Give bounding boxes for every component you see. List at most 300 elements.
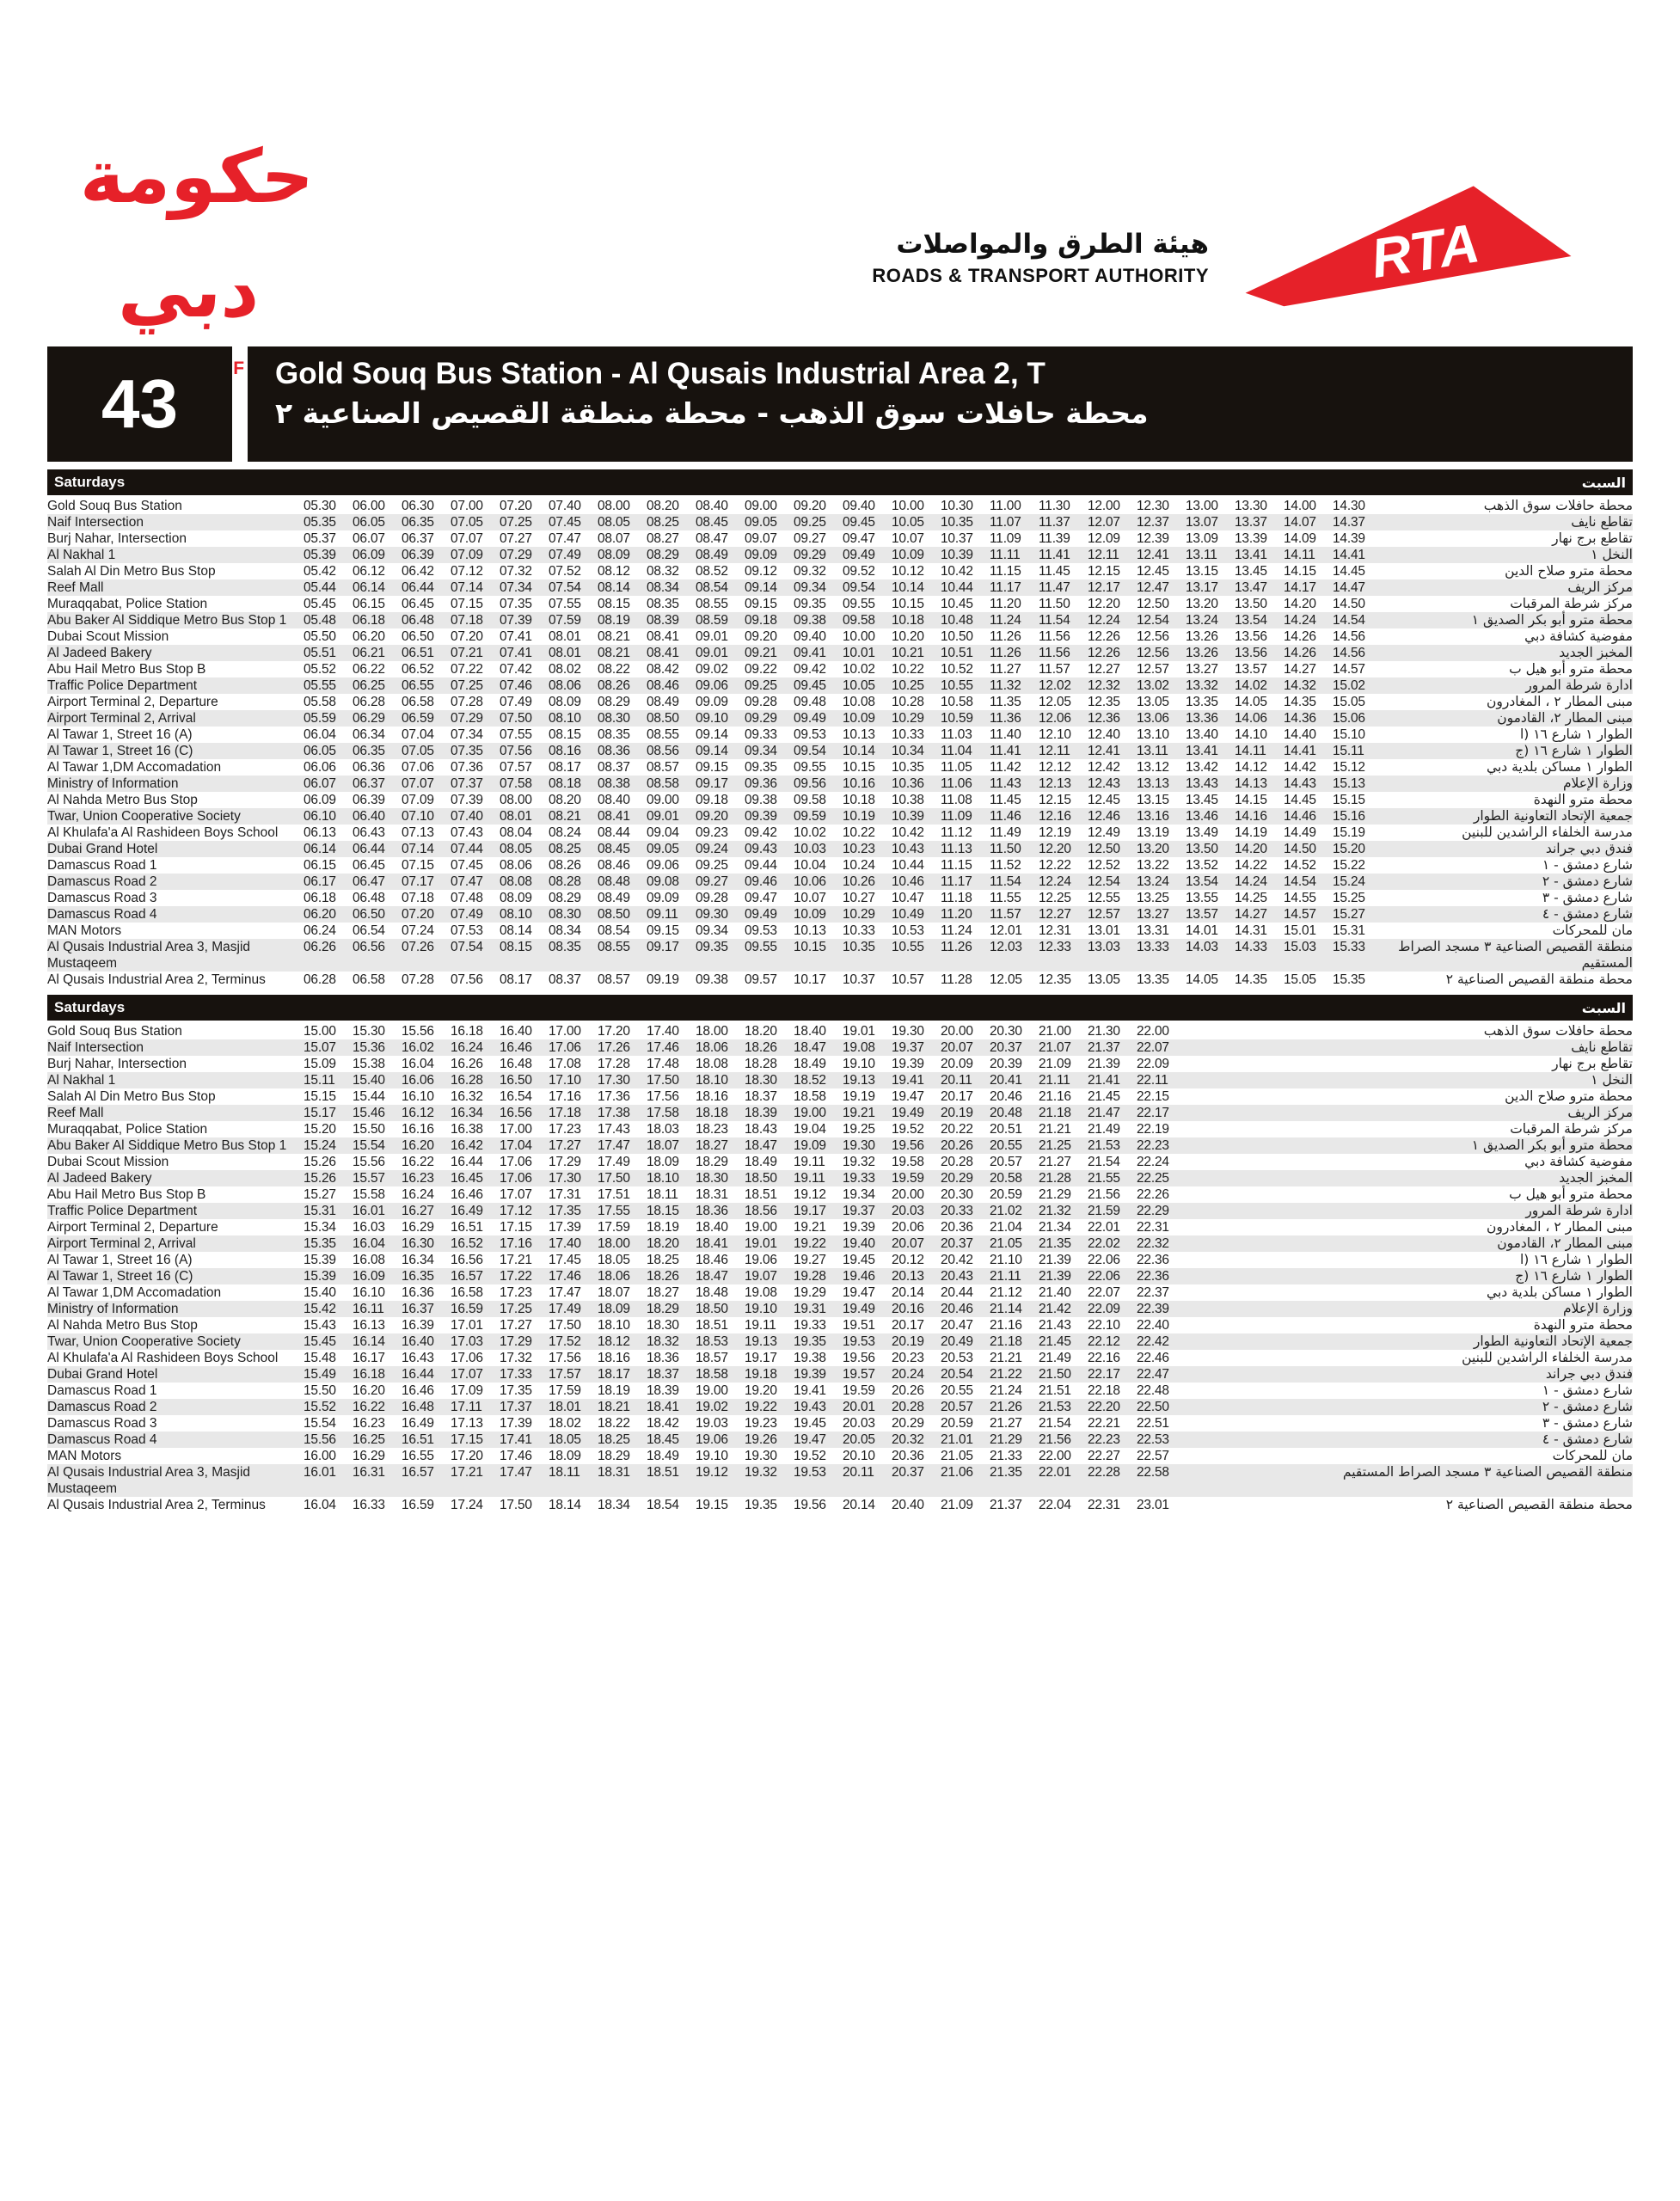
stop-row bbox=[47, 1432, 1633, 1448]
stop-name-arabic: الطوار ١ مساكن بلدية دبي bbox=[1487, 1284, 1633, 1300]
departure-time: 19.06 bbox=[696, 1432, 728, 1447]
departure-time: 17.50 bbox=[549, 1318, 581, 1333]
departure-time: 13.45 bbox=[1186, 793, 1218, 807]
departure-time: 20.29 bbox=[941, 1171, 973, 1186]
departure-time: 20.17 bbox=[892, 1318, 924, 1333]
departure-time: 20.59 bbox=[941, 1416, 973, 1431]
departure-time: 07.39 bbox=[451, 793, 483, 807]
stop-name-arabic: مدرسة الخلفاء الراشدين للبنين bbox=[1462, 825, 1633, 840]
departure-time: 10.29 bbox=[843, 907, 875, 922]
departure-time: 21.04 bbox=[990, 1220, 1022, 1235]
departure-time: 18.37 bbox=[647, 1367, 679, 1382]
departure-time: 18.39 bbox=[745, 1106, 777, 1120]
departure-time: 22.29 bbox=[1137, 1204, 1169, 1218]
departure-time: 10.04 bbox=[794, 858, 826, 873]
departure-time: 13.11 bbox=[1137, 744, 1168, 758]
departure-time: 10.18 bbox=[843, 793, 875, 807]
departure-time: 14.16 bbox=[1235, 809, 1267, 824]
departure-time: 18.05 bbox=[598, 1253, 630, 1267]
stop-row bbox=[47, 1464, 1633, 1497]
departure-time: 13.45 bbox=[1235, 564, 1267, 579]
departure-time: 07.49 bbox=[500, 695, 532, 709]
stop-name-arabic: الطوار ١ شارع ١٦ (ا bbox=[1519, 727, 1633, 742]
departure-time: 18.16 bbox=[598, 1351, 630, 1365]
departure-time: 07.49 bbox=[549, 548, 581, 562]
departure-time: 19.30 bbox=[892, 1024, 924, 1039]
stop-name-english: Gold Souq Bus Station bbox=[47, 499, 182, 513]
stop-name-english: Damascus Road 4 bbox=[47, 1432, 157, 1447]
departure-time: 13.27 bbox=[1186, 662, 1218, 677]
departure-time: 06.17 bbox=[304, 874, 336, 889]
stop-row bbox=[47, 694, 1633, 710]
departure-time: 10.05 bbox=[892, 515, 924, 530]
departure-time: 14.11 bbox=[1284, 548, 1315, 562]
departure-time: 12.15 bbox=[1039, 793, 1071, 807]
stop-row bbox=[47, 514, 1633, 530]
departure-time: 17.50 bbox=[500, 1498, 532, 1512]
departure-time: 07.07 bbox=[451, 531, 483, 546]
stop-row bbox=[47, 1105, 1633, 1121]
departure-time: 06.51 bbox=[402, 646, 434, 660]
departure-time: 10.47 bbox=[892, 891, 924, 905]
day-label-arabic: السبت bbox=[1581, 999, 1626, 1016]
departure-time: 07.29 bbox=[500, 548, 532, 562]
departure-time: 13.20 bbox=[1186, 597, 1218, 611]
departure-time: 08.17 bbox=[549, 760, 581, 775]
departure-time: 21.53 bbox=[1088, 1138, 1120, 1153]
departure-time: 09.07 bbox=[745, 531, 777, 546]
departure-time: 22.17 bbox=[1088, 1367, 1120, 1382]
departure-time: 17.51 bbox=[598, 1187, 630, 1202]
stop-name-english: Muraqqabat, Police Station bbox=[47, 1122, 208, 1137]
departure-time: 11.26 bbox=[990, 629, 1021, 644]
departure-time: 09.48 bbox=[794, 695, 826, 709]
departure-time: 16.02 bbox=[402, 1040, 434, 1055]
stop-name-english: Airport Terminal 2, Arrival bbox=[47, 711, 196, 726]
departure-time: 19.28 bbox=[794, 1269, 826, 1284]
departure-time: 08.35 bbox=[549, 940, 581, 954]
stop-name-arabic: مركز الريف bbox=[1567, 1105, 1633, 1120]
departure-time: 15.27 bbox=[1333, 907, 1365, 922]
timetable-table bbox=[47, 1023, 1633, 1513]
departure-time: 13.24 bbox=[1137, 874, 1169, 889]
departure-time: 14.54 bbox=[1284, 874, 1316, 889]
departure-time: 09.45 bbox=[794, 678, 826, 693]
departure-time: 18.29 bbox=[696, 1155, 728, 1169]
departure-time: 10.38 bbox=[892, 793, 924, 807]
departure-time: 15.34 bbox=[304, 1220, 336, 1235]
departure-time: 08.54 bbox=[598, 923, 630, 938]
departure-time: 19.45 bbox=[794, 1416, 826, 1431]
departure-time: 18.28 bbox=[745, 1057, 777, 1071]
departure-time: 12.36 bbox=[1088, 711, 1120, 726]
departure-time: 17.38 bbox=[598, 1106, 630, 1120]
departure-time: 11.36 bbox=[990, 711, 1021, 726]
departure-time: 12.03 bbox=[990, 940, 1022, 954]
departure-time: 22.01 bbox=[1039, 1465, 1071, 1480]
departure-time: 16.37 bbox=[402, 1302, 434, 1316]
departure-time: 07.05 bbox=[402, 744, 434, 758]
departure-time: 16.04 bbox=[402, 1057, 434, 1071]
departure-time: 07.59 bbox=[549, 613, 581, 628]
departure-time: 07.46 bbox=[500, 678, 532, 693]
departure-time: 21.41 bbox=[1088, 1073, 1120, 1088]
departure-time: 06.34 bbox=[353, 727, 385, 742]
departure-time: 14.50 bbox=[1333, 597, 1365, 611]
departure-time: 08.50 bbox=[647, 711, 679, 726]
departure-time: 22.26 bbox=[1137, 1187, 1169, 1202]
departure-time: 08.36 bbox=[598, 744, 630, 758]
departure-time: 08.20 bbox=[549, 793, 581, 807]
departure-time: 15.17 bbox=[304, 1106, 336, 1120]
departure-time: 18.07 bbox=[647, 1138, 679, 1153]
departure-time: 10.50 bbox=[941, 629, 973, 644]
departure-time: 19.35 bbox=[794, 1334, 826, 1349]
departure-time: 22.06 bbox=[1088, 1269, 1120, 1284]
departure-time: 18.49 bbox=[794, 1057, 826, 1071]
departure-time: 09.53 bbox=[794, 727, 826, 742]
stop-name-arabic: جمعية الإتحاد التعاونية الطوار bbox=[1473, 808, 1633, 824]
stop-name-arabic: مركز شرطة المرقبات bbox=[1510, 596, 1633, 611]
departure-time: 12.16 bbox=[1039, 809, 1071, 824]
departure-time: 08.55 bbox=[598, 940, 630, 954]
departure-time: 14.33 bbox=[1235, 940, 1267, 954]
departure-time: 20.07 bbox=[892, 1236, 924, 1251]
departure-time: 19.37 bbox=[892, 1040, 924, 1055]
departure-time: 10.00 bbox=[843, 629, 875, 644]
departure-time: 11.50 bbox=[990, 842, 1021, 856]
departure-time: 16.30 bbox=[402, 1236, 434, 1251]
departure-time: 08.30 bbox=[549, 907, 581, 922]
departure-time: 15.30 bbox=[353, 1024, 385, 1039]
departure-time: 06.50 bbox=[402, 629, 434, 644]
departure-time: 05.39 bbox=[304, 548, 336, 562]
stop-row bbox=[47, 1317, 1633, 1333]
stop-row bbox=[47, 1137, 1633, 1154]
departure-time: 08.16 bbox=[549, 744, 581, 758]
departure-time: 08.19 bbox=[598, 613, 630, 628]
departure-time: 19.32 bbox=[745, 1465, 777, 1480]
departure-time: 10.51 bbox=[941, 646, 973, 660]
departure-time: 16.59 bbox=[451, 1302, 483, 1316]
departure-time: 09.34 bbox=[794, 580, 826, 595]
departure-time: 10.00 bbox=[892, 499, 924, 513]
departure-time: 09.29 bbox=[794, 548, 826, 562]
stop-name-arabic: الطوار ١ شارع ١٦ (ا bbox=[1519, 1252, 1633, 1267]
departure-time: 16.03 bbox=[353, 1220, 385, 1235]
departure-time: 21.45 bbox=[1039, 1334, 1071, 1349]
departure-time: 09.43 bbox=[745, 842, 777, 856]
departure-time: 09.45 bbox=[843, 515, 875, 530]
departure-time: 16.55 bbox=[402, 1449, 434, 1463]
rta-logo-text: RTA bbox=[1366, 212, 1484, 290]
departure-time: 19.29 bbox=[794, 1285, 826, 1300]
departure-time: 08.34 bbox=[647, 580, 679, 595]
departure-time: 19.11 bbox=[794, 1171, 825, 1186]
departure-time: 13.07 bbox=[1186, 515, 1218, 530]
departure-time: 16.14 bbox=[353, 1334, 385, 1349]
departure-time: 07.12 bbox=[451, 564, 483, 579]
departure-time: 11.54 bbox=[1039, 613, 1070, 628]
departure-time: 20.51 bbox=[990, 1122, 1022, 1137]
departure-time: 19.25 bbox=[843, 1122, 875, 1137]
departure-time: 10.13 bbox=[794, 923, 826, 938]
departure-time: 15.03 bbox=[1284, 940, 1316, 954]
page-header bbox=[0, 0, 1680, 344]
departure-time: 20.47 bbox=[941, 1318, 973, 1333]
departure-time: 08.24 bbox=[549, 825, 581, 840]
departure-time: 14.36 bbox=[1284, 711, 1316, 726]
departure-time: 10.43 bbox=[892, 842, 924, 856]
departure-time: 18.21 bbox=[598, 1400, 630, 1414]
departure-time: 11.47 bbox=[1039, 580, 1070, 595]
stop-name-arabic: جمعية الإتحاد التعاونية الطوار bbox=[1473, 1333, 1633, 1349]
departure-time: 17.28 bbox=[598, 1057, 630, 1071]
departure-time: 06.45 bbox=[353, 858, 385, 873]
departure-time: 15.31 bbox=[1333, 923, 1365, 938]
departure-time: 13.11 bbox=[1186, 548, 1217, 562]
departure-time: 13.15 bbox=[1137, 793, 1169, 807]
departure-time: 08.26 bbox=[549, 858, 581, 873]
departure-time: 07.00 bbox=[451, 499, 483, 513]
departure-time: 13.39 bbox=[1235, 531, 1267, 546]
stop-name-english: Al Tawar 1, Street 16 (C) bbox=[47, 1269, 193, 1284]
stop-row bbox=[47, 596, 1633, 612]
stop-row bbox=[47, 972, 1633, 988]
departure-time: 21.21 bbox=[1039, 1122, 1071, 1137]
departure-time: 12.22 bbox=[1039, 858, 1071, 873]
departure-time: 07.06 bbox=[402, 760, 434, 775]
departure-time: 12.05 bbox=[1039, 695, 1071, 709]
stop-name-arabic: محطة مترو النهدة bbox=[1533, 792, 1633, 807]
departure-time: 22.48 bbox=[1137, 1383, 1169, 1398]
departure-time: 07.17 bbox=[402, 874, 434, 889]
departure-time: 13.33 bbox=[1137, 940, 1169, 954]
departure-time: 15.57 bbox=[353, 1171, 385, 1186]
stop-name-arabic: شارع دمشق - ٤ bbox=[1542, 906, 1633, 922]
departure-time: 11.24 bbox=[941, 923, 972, 938]
departure-time: 08.48 bbox=[598, 874, 630, 889]
departure-time: 19.13 bbox=[745, 1334, 777, 1349]
departure-time: 14.09 bbox=[1284, 531, 1316, 546]
departure-time: 12.56 bbox=[1137, 629, 1169, 644]
departure-time: 16.39 bbox=[402, 1318, 434, 1333]
departure-time: 15.11 bbox=[1333, 744, 1364, 758]
stop-name-english: Dubai Scout Mission bbox=[47, 1155, 169, 1169]
departure-time: 11.17 bbox=[941, 874, 972, 889]
departure-time: 18.58 bbox=[696, 1367, 728, 1382]
departure-time: 13.52 bbox=[1186, 858, 1218, 873]
departure-time: 17.39 bbox=[549, 1220, 581, 1235]
departure-time: 13.46 bbox=[1186, 809, 1218, 824]
departure-time: 18.07 bbox=[598, 1285, 630, 1300]
departure-time: 22.11 bbox=[1137, 1073, 1168, 1088]
departure-time: 19.53 bbox=[794, 1465, 826, 1480]
departure-time: 13.50 bbox=[1235, 597, 1267, 611]
stop-name-english: Burj Nahar, Intersection bbox=[47, 531, 187, 546]
stop-name-english: Al Khulafa'a Al Rashideen Boys School bbox=[47, 825, 279, 840]
departure-time: 05.42 bbox=[304, 564, 336, 579]
departure-time: 21.22 bbox=[990, 1367, 1022, 1382]
departure-time: 09.55 bbox=[745, 940, 777, 954]
departure-time: 08.45 bbox=[696, 515, 728, 530]
departure-time: 10.23 bbox=[843, 842, 875, 856]
departure-time: 10.37 bbox=[843, 972, 875, 987]
departure-time: 12.11 bbox=[1088, 548, 1119, 562]
departure-time: 09.14 bbox=[696, 727, 728, 742]
departure-time: 16.24 bbox=[402, 1187, 434, 1202]
departure-time: 06.30 bbox=[402, 499, 434, 513]
departure-time: 08.15 bbox=[549, 727, 581, 742]
departure-time: 08.49 bbox=[696, 548, 728, 562]
departure-time: 15.44 bbox=[353, 1089, 385, 1104]
departure-time: 18.41 bbox=[647, 1400, 679, 1414]
departure-time: 09.54 bbox=[794, 744, 826, 758]
departure-time: 16.22 bbox=[353, 1400, 385, 1414]
departure-time: 17.50 bbox=[598, 1171, 630, 1186]
departure-time: 12.31 bbox=[1039, 923, 1071, 938]
departure-time: 12.47 bbox=[1137, 580, 1169, 595]
stop-name-english: Al Qusais Industrial Area 2, Terminus bbox=[47, 972, 266, 987]
departure-time: 10.42 bbox=[892, 825, 924, 840]
departure-time: 22.37 bbox=[1137, 1285, 1169, 1300]
departure-time: 05.44 bbox=[304, 580, 336, 595]
departure-time: 08.57 bbox=[647, 760, 679, 775]
departure-time: 08.01 bbox=[549, 629, 581, 644]
departure-time: 15.43 bbox=[304, 1318, 336, 1333]
departure-time: 06.20 bbox=[304, 907, 336, 922]
departure-time: 10.09 bbox=[794, 907, 826, 922]
departure-time: 21.27 bbox=[1039, 1155, 1071, 1169]
departure-time: 19.38 bbox=[794, 1351, 826, 1365]
departure-time: 11.26 bbox=[941, 940, 972, 954]
departure-time: 06.37 bbox=[402, 531, 434, 546]
departure-time: 16.04 bbox=[353, 1236, 385, 1251]
departure-time: 14.56 bbox=[1333, 629, 1365, 644]
route-header bbox=[47, 346, 1633, 462]
departure-time: 19.58 bbox=[892, 1155, 924, 1169]
stop-row bbox=[47, 1350, 1633, 1366]
departure-time: 19.51 bbox=[843, 1318, 875, 1333]
departure-time: 13.24 bbox=[1186, 613, 1218, 628]
departure-time: 15.50 bbox=[353, 1122, 385, 1137]
departure-time: 17.20 bbox=[451, 1449, 483, 1463]
departure-time: 08.38 bbox=[598, 776, 630, 791]
departure-time: 07.42 bbox=[500, 662, 532, 677]
stop-row bbox=[47, 579, 1633, 596]
stop-name-english: Traffic Police Department bbox=[47, 678, 198, 693]
departure-time: 17.27 bbox=[549, 1138, 581, 1153]
departure-time: 20.29 bbox=[892, 1416, 924, 1431]
departure-time: 09.25 bbox=[696, 858, 728, 873]
departure-time: 06.21 bbox=[353, 646, 385, 660]
departure-time: 18.56 bbox=[745, 1204, 777, 1218]
departure-time: 06.52 bbox=[402, 662, 434, 677]
departure-time: 20.41 bbox=[990, 1073, 1022, 1088]
departure-time: 18.53 bbox=[696, 1334, 728, 1349]
departure-time: 09.55 bbox=[794, 760, 826, 775]
departure-time: 18.49 bbox=[745, 1155, 777, 1169]
departure-time: 20.24 bbox=[892, 1367, 924, 1382]
departure-time: 19.47 bbox=[794, 1432, 826, 1447]
departure-time: 09.47 bbox=[843, 531, 875, 546]
departure-time: 09.32 bbox=[794, 564, 826, 579]
departure-time: 21.25 bbox=[1039, 1138, 1071, 1153]
departure-time: 18.40 bbox=[794, 1024, 826, 1039]
departure-time: 10.55 bbox=[941, 678, 973, 693]
rta-brand-block bbox=[872, 168, 1585, 314]
departure-time: 20.44 bbox=[941, 1285, 973, 1300]
departure-time: 08.21 bbox=[598, 646, 630, 660]
departure-time: 06.44 bbox=[402, 580, 434, 595]
departure-time: 07.24 bbox=[402, 923, 434, 938]
departure-time: 06.29 bbox=[353, 711, 385, 726]
departure-time: 14.02 bbox=[1235, 678, 1267, 693]
departure-time: 17.39 bbox=[500, 1416, 532, 1431]
stop-name-arabic: مان للمحركات bbox=[1552, 1448, 1633, 1463]
departure-time: 14.35 bbox=[1284, 695, 1316, 709]
departure-time: 08.44 bbox=[598, 825, 630, 840]
departure-time: 07.50 bbox=[500, 711, 532, 726]
departure-time: 14.13 bbox=[1235, 776, 1267, 791]
departure-time: 18.54 bbox=[647, 1498, 679, 1512]
departure-time: 09.14 bbox=[696, 744, 728, 758]
departure-time: 09.49 bbox=[843, 548, 875, 562]
departure-time: 16.44 bbox=[451, 1155, 483, 1169]
stop-name-english: Airport Terminal 2, Departure bbox=[47, 695, 218, 709]
departure-time: 18.40 bbox=[696, 1220, 728, 1235]
departure-time: 15.31 bbox=[304, 1204, 336, 1218]
departure-time: 15.13 bbox=[1333, 776, 1365, 791]
departure-time: 17.12 bbox=[500, 1204, 532, 1218]
departure-time: 21.32 bbox=[1039, 1204, 1071, 1218]
departure-time: 20.03 bbox=[843, 1416, 875, 1431]
departure-time: 16.48 bbox=[402, 1400, 434, 1414]
departure-time: 08.17 bbox=[500, 972, 532, 987]
departure-time: 14.56 bbox=[1333, 646, 1365, 660]
departure-time: 19.11 bbox=[745, 1318, 776, 1333]
departure-time: 10.52 bbox=[941, 662, 973, 677]
departure-time: 19.12 bbox=[794, 1187, 826, 1202]
departure-time: 19.27 bbox=[794, 1253, 826, 1267]
departure-time: 13.20 bbox=[1137, 842, 1169, 856]
departure-time: 09.15 bbox=[647, 923, 679, 938]
departure-time: 09.41 bbox=[794, 646, 826, 660]
departure-time: 07.37 bbox=[451, 776, 483, 791]
departure-time: 10.44 bbox=[941, 580, 973, 595]
departure-time: 12.26 bbox=[1088, 646, 1120, 660]
departure-time: 17.29 bbox=[500, 1334, 532, 1349]
departure-time: 08.55 bbox=[647, 727, 679, 742]
departure-time: 19.56 bbox=[892, 1138, 924, 1153]
departure-time: 16.06 bbox=[402, 1073, 434, 1088]
departure-time: 07.49 bbox=[451, 907, 483, 922]
departure-time: 14.45 bbox=[1333, 564, 1365, 579]
departure-time: 17.46 bbox=[549, 1269, 581, 1284]
departure-time: 20.00 bbox=[941, 1024, 973, 1039]
stop-name-english: Twar, Union Cooperative Society bbox=[47, 809, 241, 824]
departure-time: 15.58 bbox=[353, 1187, 385, 1202]
departure-time: 09.36 bbox=[745, 776, 777, 791]
departure-time: 13.50 bbox=[1186, 842, 1218, 856]
stop-row bbox=[47, 547, 1633, 563]
departure-time: 16.23 bbox=[402, 1171, 434, 1186]
departure-time: 19.56 bbox=[794, 1498, 826, 1512]
departure-time: 06.18 bbox=[353, 613, 385, 628]
departure-time: 14.43 bbox=[1284, 776, 1316, 791]
departure-time: 16.22 bbox=[402, 1155, 434, 1169]
departure-time: 06.59 bbox=[402, 711, 434, 726]
